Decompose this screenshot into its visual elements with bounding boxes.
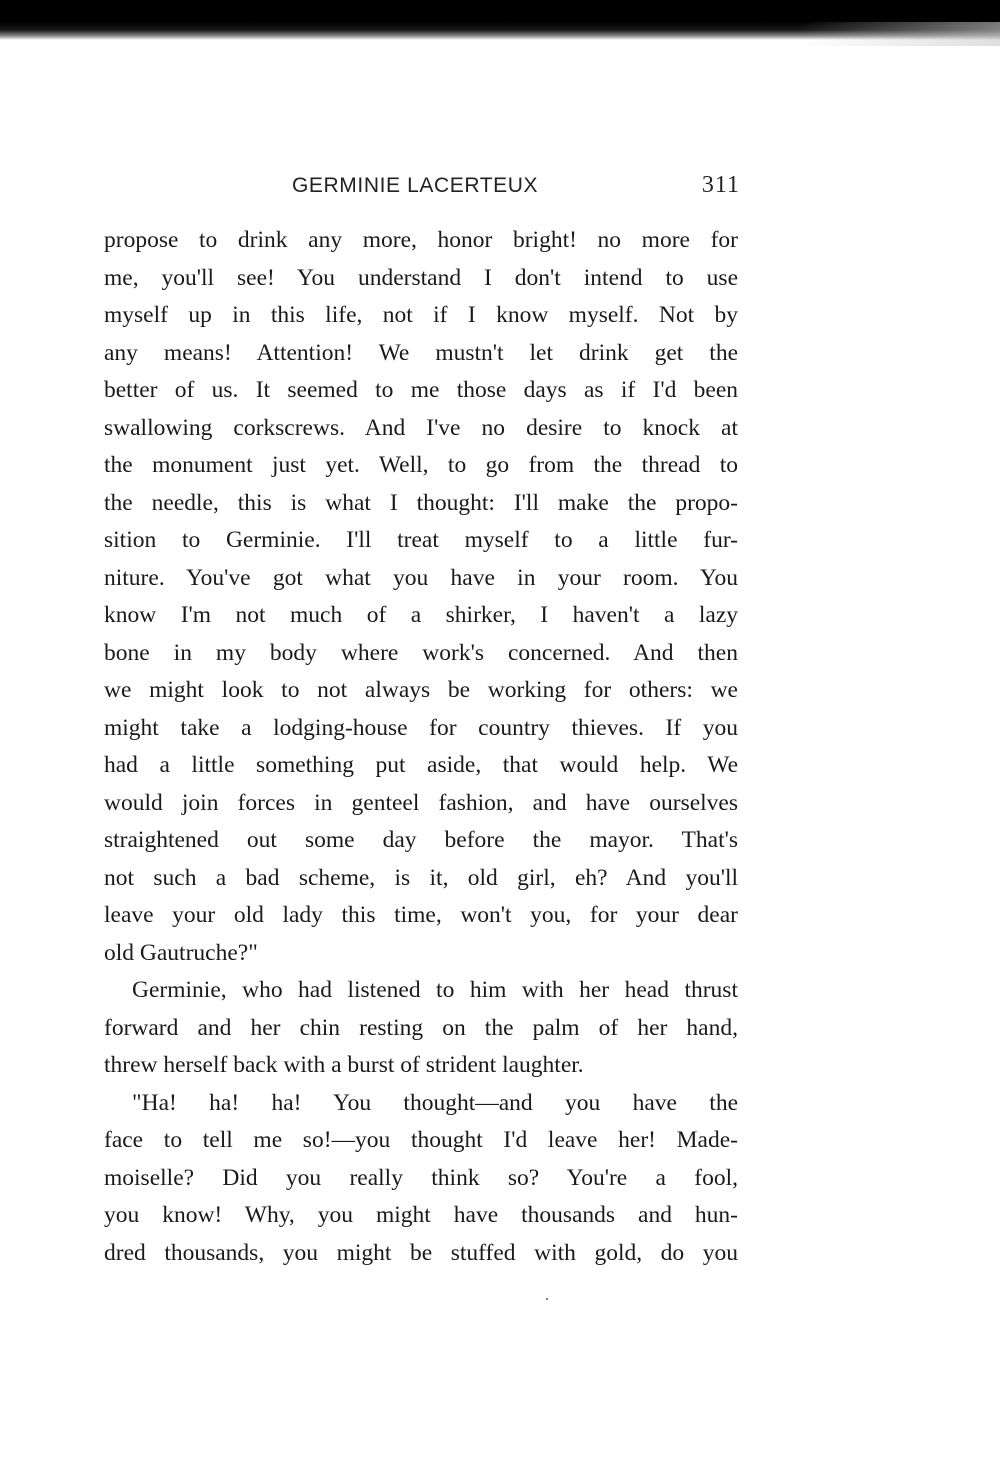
text-line: myself up in this life, not if I know myself. Not by bbox=[104, 302, 738, 328]
text-line: propose to drink any more, honor bright! no more for bbox=[104, 227, 738, 253]
text-line: leave your old lady this time, won't you, for your dear bbox=[104, 902, 738, 928]
scan-top-border bbox=[0, 0, 1000, 40]
page-header bbox=[104, 168, 740, 208]
text-line: dred thousands, you might be stuffed with gold, do you bbox=[104, 1239, 738, 1266]
text-line: sition to Germinie. I'll treat myself to a little fur- bbox=[104, 527, 738, 553]
text-line: straightened out some day before the mayor. That's bbox=[104, 827, 738, 853]
running-title: GERMINIE LACERTEUX bbox=[292, 174, 539, 197]
text-line: know I'm not much of a shirker, I haven't a lazy bbox=[104, 602, 738, 628]
text-line: face to tell me so!—you thought I'd leave her! Made- bbox=[104, 1127, 738, 1153]
text-line: not such a bad scheme, is it, old girl, eh? And you'll bbox=[104, 864, 738, 891]
text-line: better of us. It seemed to me those days as if I'd been bbox=[104, 377, 738, 403]
text-line: swallowing corkscrews. And I've no desire to knock at bbox=[104, 414, 738, 441]
text-line: old Gautruche?" bbox=[104, 939, 258, 966]
text-line: "Ha! ha! ha! You thought—and you have the bbox=[132, 1089, 738, 1116]
text-line: the needle, this is what I thought: I'll make the propo- bbox=[104, 489, 738, 516]
text-line: the monument just yet. Well, to go from the thread to bbox=[104, 452, 738, 478]
text-line: Germinie, who had listened to him with her head thrust bbox=[132, 977, 738, 1003]
text-line: had a little something put aside, that would help. We bbox=[104, 752, 738, 778]
body-text bbox=[104, 222, 738, 1272]
text-line: moiselle? Did you really think so? You're a fool, bbox=[104, 1164, 738, 1191]
text-line: any means! Attention! We mustn't let drink get the bbox=[104, 339, 738, 366]
page-number: 311 bbox=[701, 172, 740, 198]
text-line: me, you'll see! You understand I don't intend to use bbox=[104, 264, 738, 291]
text-line: niture. You've got what you have in your room. You bbox=[104, 564, 738, 591]
text-line: would join forces in genteel fashion, and have ourselves bbox=[104, 789, 738, 816]
text-line: might take a lodging-house for country thieves. If you bbox=[104, 714, 738, 741]
text-line: bone in my body where work's concerned. And then bbox=[104, 639, 738, 666]
scan-speck bbox=[546, 1298, 548, 1300]
text-line: you know! Why, you might have thousands and hun- bbox=[104, 1202, 738, 1228]
scan-border-fade bbox=[800, 22, 1000, 46]
text-line: threw herself back with a burst of strident laughter. bbox=[104, 1052, 584, 1078]
text-line: forward and her chin resting on the palm of her hand, bbox=[104, 1014, 738, 1041]
text-line: we might look to not always be working for others: we bbox=[104, 677, 738, 703]
